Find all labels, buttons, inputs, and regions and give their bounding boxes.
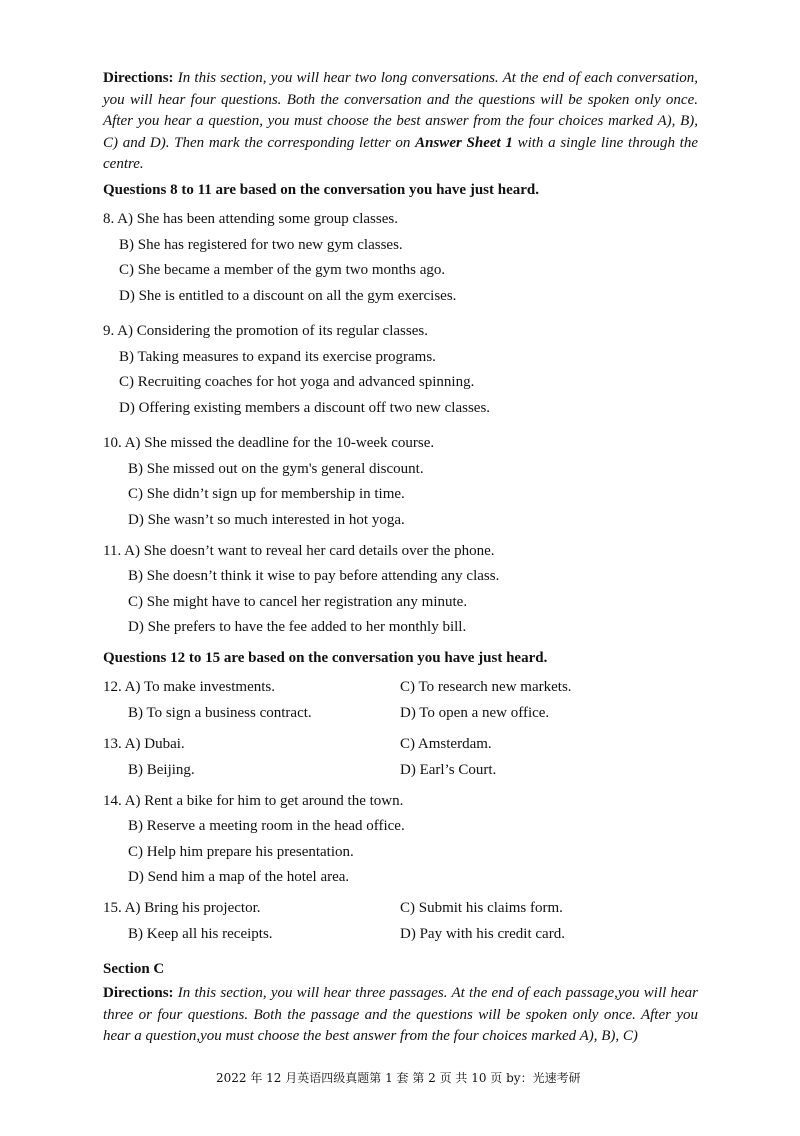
section-c-directions-text: In this section, you will hear three passages. At the end of each passage,you will hear three or four questions. Both the passage and the questions will be spoken only once. After you hear a question,you must choose the best answer from the four choices marked A), B), C) [103, 985, 698, 1044]
q13-option-b: B) Beijing. [128, 762, 195, 778]
directions-label: Directions: [103, 70, 174, 86]
q10-option-a: 10. A) She missed the deadline for the 10-week course. [103, 435, 435, 451]
q8-option-c: C) She became a member of the gym two months ago. [119, 262, 446, 278]
section-c-directions-label: Directions: [103, 985, 174, 1001]
q8-option-b: B) She has registered for two new gym classes. [119, 237, 403, 253]
directions-text-end: with a single line through the centre. [103, 134, 699, 172]
q13-option-d: D) Earl’s Court. [400, 762, 497, 778]
q10-option-b: B) She missed out on the gym's general discount. [128, 461, 424, 477]
q12-option-c: C) To research new markets. [400, 679, 572, 695]
q10-option-c: C) She didn’t sign up for membership in time. [128, 486, 405, 502]
group-heading-8-11: Questions 8 to 11 are based on the conversation you have just heard. [103, 182, 539, 198]
q14-option-a: 14. A) Rent a bike for him to get around the town. [103, 793, 404, 809]
q12-option-d: D) To open a new office. [400, 705, 550, 721]
q15-option-d: D) Pay with his credit card. [400, 926, 565, 942]
q15-option-c: C) Submit his claims form. [400, 900, 563, 916]
q11-option-c: C) She might have to cancel her registration any minute. [128, 594, 468, 610]
q12-option-b: B) To sign a business contract. [128, 705, 312, 721]
q14-option-b: B) Reserve a meeting room in the head office. [128, 818, 405, 834]
section-b-directions [103, 68, 698, 176]
q13-option-a: 13. A) Dubai. [103, 736, 185, 752]
q9-option-c: C) Recruiting coaches for hot yoga and advanced spinning. [119, 374, 475, 390]
answer-sheet-label: Answer Sheet 1 [415, 134, 513, 151]
q15-option-b: B) Keep all his receipts. [128, 926, 273, 942]
q15-option-a: 15. A) Bring his projector. [103, 900, 261, 916]
q8-option-a: 8. A) She has been attending some group classes. [103, 211, 398, 227]
q9-option-a: 9. A) Considering the promotion of its regular classes. [103, 323, 428, 339]
section-c-directions [103, 983, 698, 1048]
q11-option-b: B) She doesn’t think it wise to pay before attending any class. [128, 568, 500, 584]
q9-option-b: B) Taking measures to expand its exercise programs. [119, 349, 436, 365]
q11-option-d: D) She prefers to have the fee added to her monthly bill. [128, 619, 467, 635]
q14-option-d: D) Send him a map of the hotel area. [128, 869, 350, 885]
page-footer: 2022 年 12 月英语四级真题第 1 套 第 2 页 共 10 页 by：光速考研 [216, 1071, 581, 1085]
q9-option-d: D) Offering existing members a discount off two new classes. [119, 400, 491, 416]
q12-option-a: 12. A) To make investments. [103, 679, 275, 695]
q10-option-d: D) She wasn’t so much interested in hot yoga. [128, 512, 405, 528]
group-heading-12-15: Questions 12 to 15 are based on the conversation you have just heard. [103, 650, 548, 666]
q13-option-c: C) Amsterdam. [400, 736, 492, 752]
q14-option-c: C) Help him prepare his presentation. [128, 844, 354, 860]
section-c-title: Section C [103, 961, 165, 977]
q11-option-a: 11. A) She doesn’t want to reveal her card details over the phone. [103, 543, 495, 559]
q8-option-d: D) She is entitled to a discount on all the gym exercises. [119, 288, 457, 304]
directions-text: In this section, you will hear two long conversations. At the end of each conversation, you will hear four questions. Both the conversation and the questions will be spoken only once. After you hear a question, you must choose the best answer from the four choices marked A), B), C) and D). Then mark the corresponding letter on [103, 70, 699, 151]
